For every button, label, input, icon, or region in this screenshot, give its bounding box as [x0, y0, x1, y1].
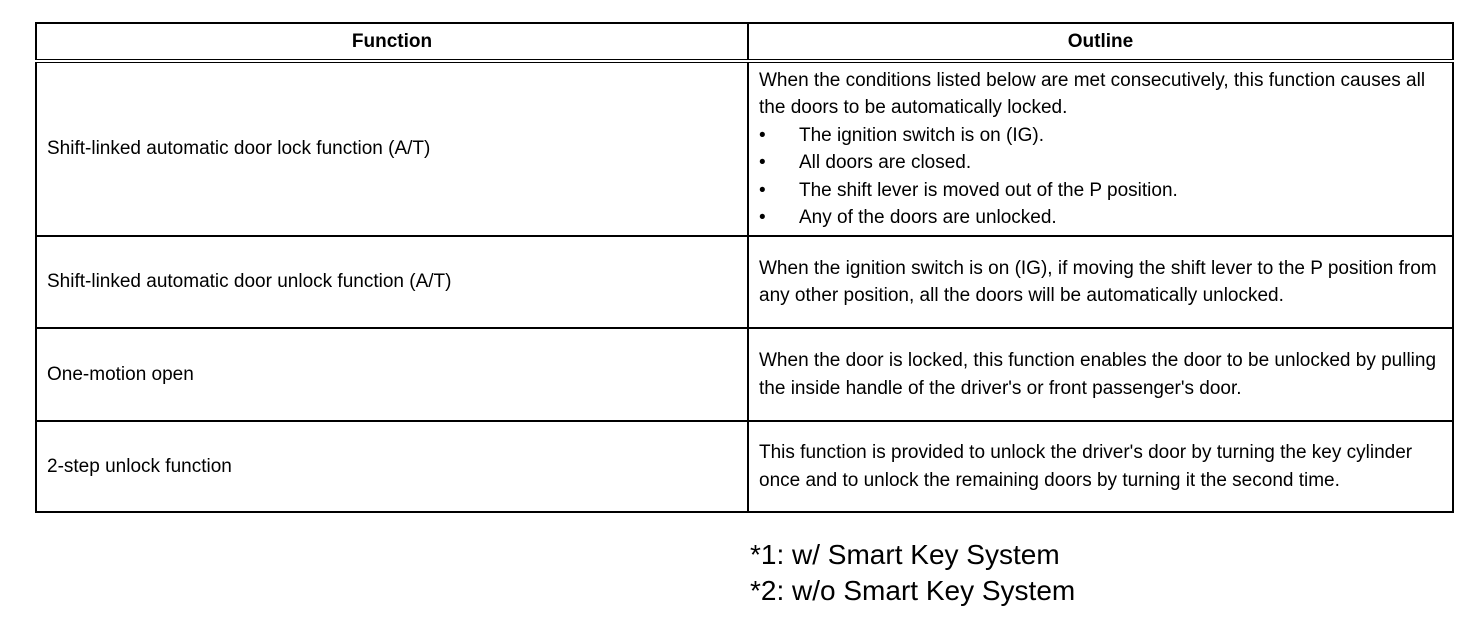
function-cell: 2-step unlock function: [36, 421, 748, 512]
function-outline-table: [35, 22, 1454, 513]
table-row: [36, 421, 1453, 512]
condition-text: Any of the doors are unlocked.: [799, 207, 1057, 228]
footnotes: [750, 537, 1075, 609]
table-row: [36, 61, 1453, 236]
footnote-smart-key: *1: w/ Smart Key System: [750, 539, 1060, 570]
condition-item: [759, 122, 1442, 150]
condition-item: [759, 149, 1442, 177]
outline-cell: When the door is locked, this function enables the door to be unlocked by pulling the inside handle of the driver's or front passenger's door.: [748, 328, 1453, 421]
header-function: Function: [36, 23, 748, 61]
outline-cell: This function is provided to unlock the driver's door by turning the key cylinder once and to unlock the remaining doors by turning it the second time.: [748, 421, 1453, 512]
condition-text: The shift lever is moved out of the P position.: [799, 179, 1178, 201]
condition-text: All doors are closed.: [799, 152, 972, 173]
function-cell: Shift-linked automatic door unlock function (A/T): [36, 236, 748, 328]
function-cell: Shift-linked automatic door lock function (A/T): [36, 61, 748, 236]
function-cell: One-motion open: [36, 328, 748, 421]
header-outline: Outline: [748, 23, 1453, 61]
condition-text: The ignition switch is on (IG).: [799, 124, 1044, 146]
outline-text: When the conditions listed below are met consecutively, this function causes all the doors to be automatically locked.: [759, 69, 1426, 118]
bullet-icon: •: [759, 207, 766, 228]
footnote-no-smart-key: *2: w/o Smart Key System: [750, 575, 1076, 606]
table-row: [36, 236, 1453, 328]
outline-cell: [748, 61, 1453, 236]
table-header-row: [36, 23, 1453, 61]
bullet-icon: •: [759, 152, 766, 173]
bullet-icon: •: [759, 124, 766, 146]
outline-cell: When the ignition switch is on (IG), if moving the shift lever to the P position from any other position, all the doors will be automatically unlocked.: [748, 236, 1453, 328]
condition-list: [759, 122, 1442, 232]
condition-item: [759, 177, 1442, 205]
condition-item: [759, 204, 1442, 232]
bullet-icon: •: [759, 179, 766, 201]
table-row: [36, 328, 1453, 421]
